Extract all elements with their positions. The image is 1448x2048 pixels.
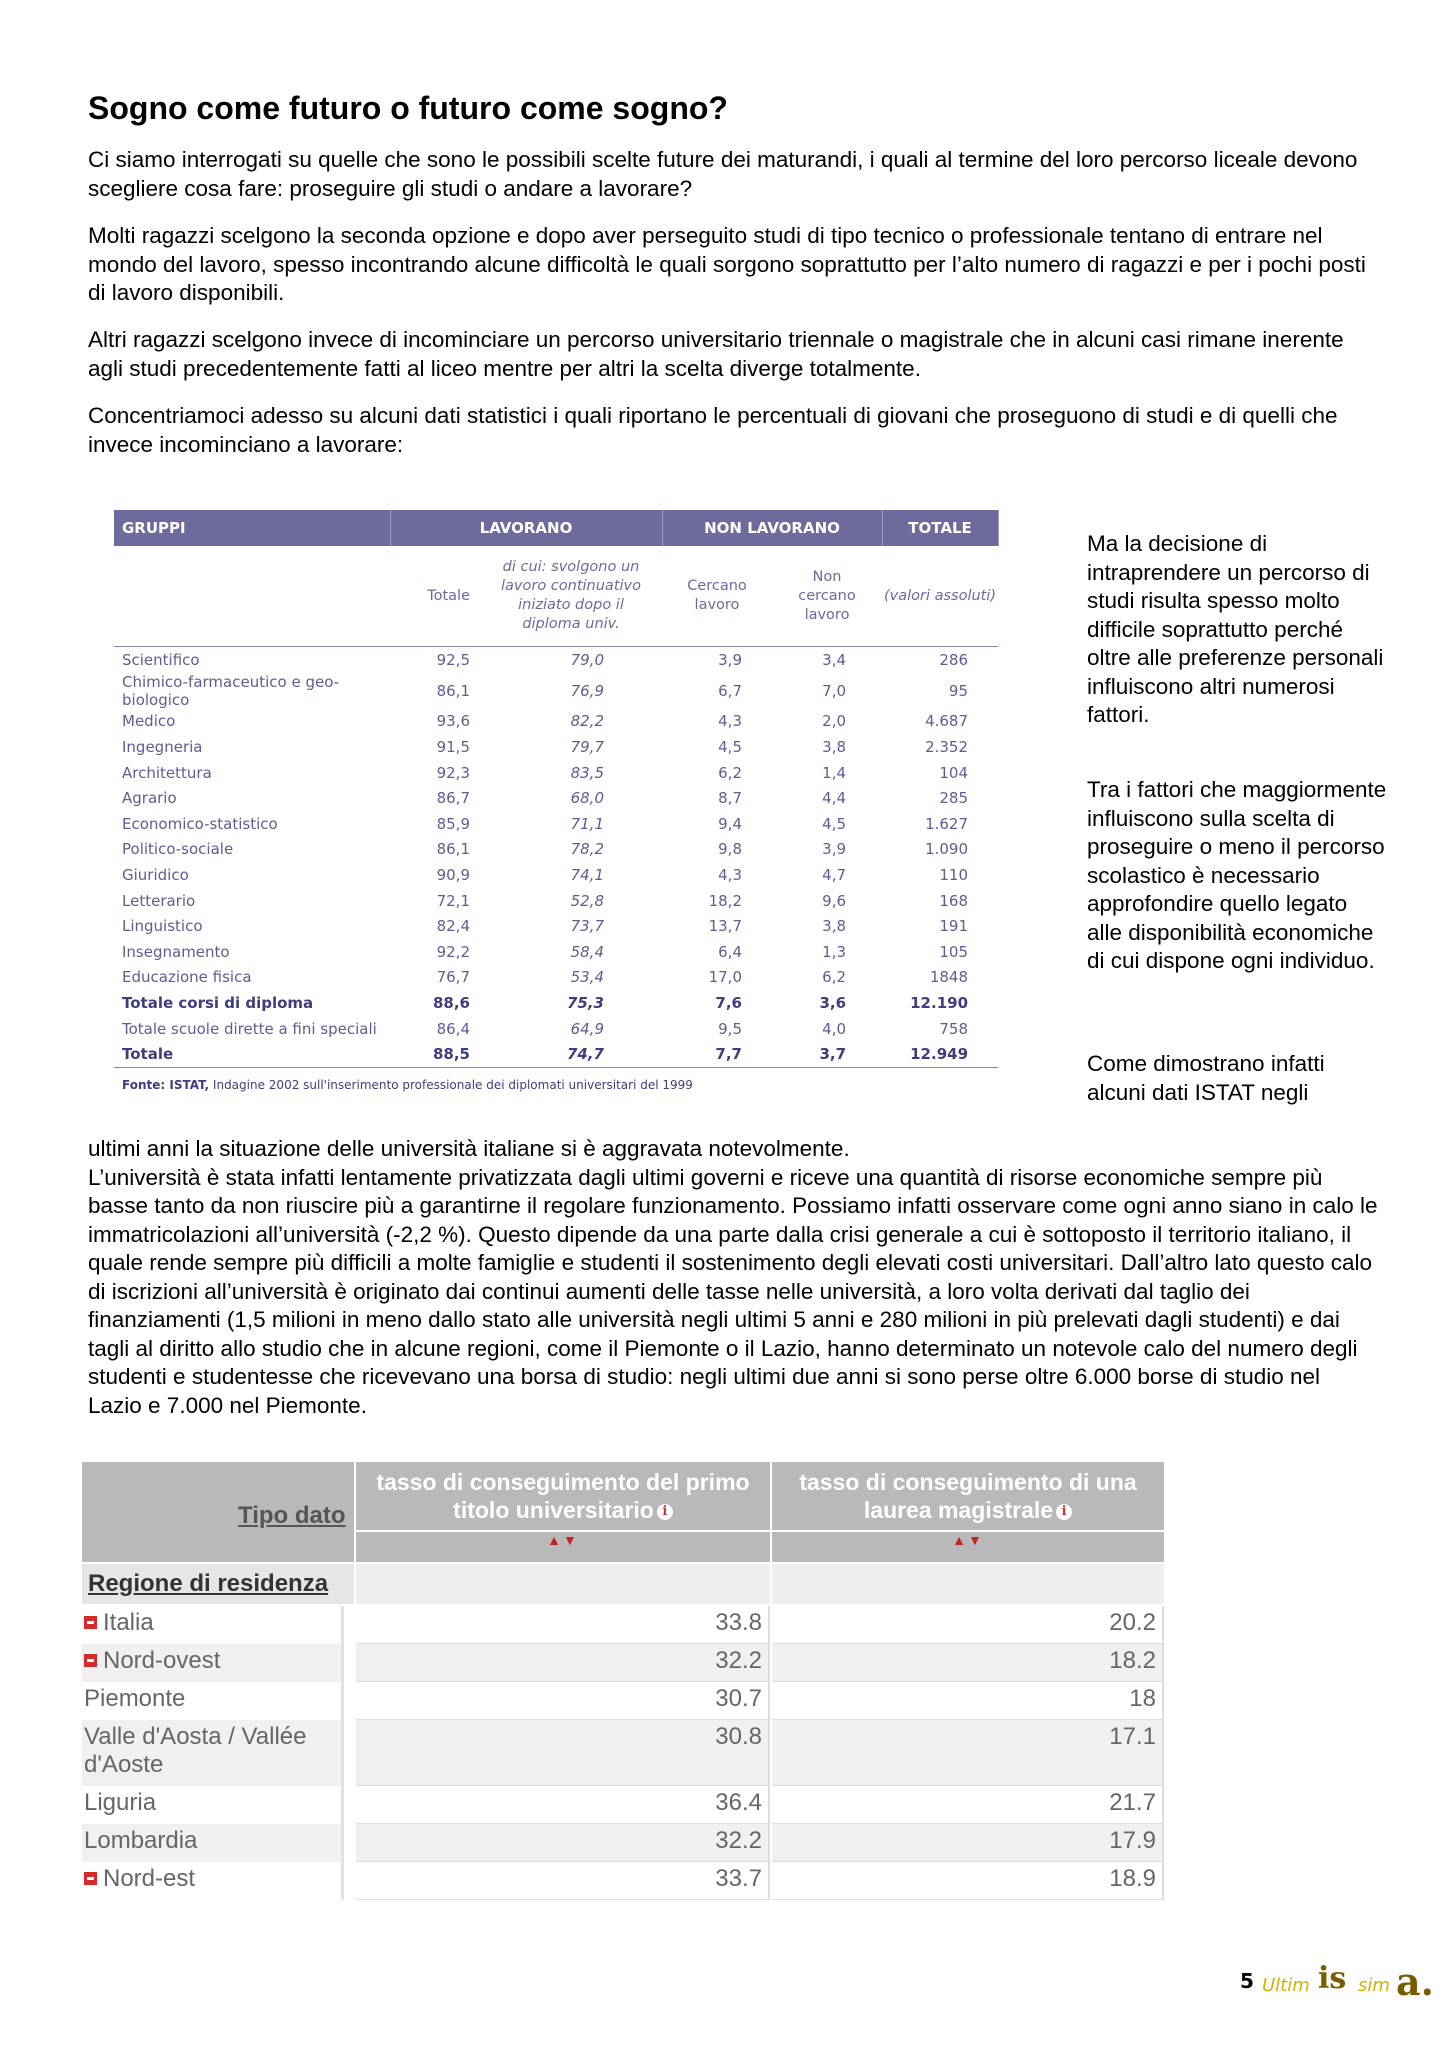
- region-row-label: [82, 1786, 344, 1824]
- value-primo-titolo: 33.7: [356, 1862, 770, 1900]
- istat-cell: 91,5: [436, 737, 470, 756]
- istat-cell: 64,9: [570, 1019, 604, 1038]
- istat-row-label: Politico-sociale: [122, 840, 234, 859]
- istat-cell: 3,7: [772, 1041, 882, 1067]
- region-row: [82, 1824, 1164, 1862]
- istat-cell: 86,1: [436, 681, 470, 700]
- value-primo-titolo: 32.2: [356, 1824, 770, 1862]
- istat-cell: 286: [939, 650, 969, 669]
- istat-cell: 9,4: [718, 814, 742, 833]
- istat-cell: 285: [939, 789, 969, 808]
- istat-row: [114, 785, 998, 811]
- value-laurea-magistrale: 20.2: [772, 1606, 1164, 1644]
- istat-cell: 18,2: [708, 891, 742, 910]
- istat-cell: 8,7: [718, 789, 742, 808]
- ultimissima-logo: Ultim is sim a.: [1262, 1959, 1434, 2004]
- istat-cell: 92,5: [436, 650, 470, 669]
- page-number: 5: [1240, 1969, 1254, 1993]
- value-primo-titolo: 32.2: [356, 1644, 770, 1682]
- region-name: Lombardia: [84, 1827, 198, 1854]
- istat-cell: 88,6: [432, 993, 470, 1012]
- istat-cell: 2.352: [925, 737, 969, 756]
- region-row: [82, 1644, 1164, 1682]
- istat-cell: 58,4: [570, 942, 604, 961]
- side-paragraph-1: Ma la decisione di intraprendere un percorso di studi risulta spesso molto difficile soprattutto perché oltre alle preferenze personali influiscono altri numerosi fattori.: [1087, 531, 1384, 727]
- istat-cell: 86,4: [436, 1019, 470, 1038]
- istat-row: [114, 888, 998, 914]
- istat-row-label: Totale scuole dirette a fini speciali: [122, 1019, 377, 1038]
- istat-row-label: Economico-statistico: [122, 814, 278, 833]
- istat-row: [114, 862, 998, 888]
- istat-cell: 85,9: [436, 814, 470, 833]
- istat-cell: 12.190: [910, 993, 969, 1012]
- istat-sub-cercano: Cercano lavoro: [662, 546, 772, 647]
- collapse-icon[interactable]: [84, 1654, 97, 1667]
- istat-cell: 1.090: [925, 840, 969, 859]
- istat-cell: 76,9: [570, 681, 604, 700]
- istat-cell: 6,7: [718, 681, 742, 700]
- istat-cell: 76,7: [436, 968, 470, 987]
- istat-header-lavorano: LAVORANO: [390, 510, 662, 546]
- istat-cell: 78,2: [570, 840, 604, 859]
- istat-row-label: Educazione fisica: [122, 968, 252, 987]
- istat-sub-totale: Totale: [390, 546, 480, 647]
- istat-cell: 12.949: [882, 1041, 998, 1067]
- intro-paragraph-2: Molti ragazzi scelgono la seconda opzione e dopo aver perseguito studi di tipo tecnico o professionale tentano di entrare nel mondo del lavoro, spesso incontrando alcune difficoltà le quali sorgono soprattutto per l’alto numero di ragazzi e per i pochi posti di lavoro disponibili.: [88, 223, 1366, 305]
- istat-header-gruppi: GRUPPI: [114, 510, 390, 546]
- region-row-label[interactable]: [82, 1862, 344, 1900]
- istat-cell: 4,3: [718, 865, 742, 884]
- istat-row-label: Linguistico: [122, 917, 203, 936]
- istat-row: [114, 734, 998, 760]
- region-row-label[interactable]: [82, 1606, 344, 1644]
- istat-sub-valori: (valori assoluti): [882, 546, 998, 647]
- istat-cell: 1,3: [822, 942, 847, 961]
- istat-cell: 3,6: [819, 993, 847, 1012]
- istat-cell: 13,7: [708, 917, 742, 936]
- value-laurea-magistrale: 18.9: [772, 1862, 1164, 1900]
- value-primo-titolo: 30.7: [356, 1682, 770, 1720]
- istat-cell: 3,8: [822, 737, 847, 756]
- istat-cell: 9,8: [718, 840, 742, 859]
- istat-cell: 92,2: [436, 942, 470, 961]
- istat-row: [114, 990, 998, 1016]
- istat-row: [114, 760, 998, 786]
- istat-cell: 105: [939, 942, 969, 961]
- istat-cell: 7,0: [822, 681, 847, 700]
- istat-cell: 93,6: [436, 712, 470, 731]
- value-primo-titolo: 33.8: [356, 1606, 770, 1644]
- istat-cell: 6,2: [718, 763, 742, 782]
- istat-row-label: Letterario: [122, 891, 196, 910]
- page-title: Sogno come futuro o futuro come sogno?: [88, 90, 728, 126]
- istat-cell: 9,6: [822, 891, 847, 910]
- istat-row: [114, 709, 998, 735]
- info-icon[interactable]: i: [657, 1504, 673, 1520]
- istat-cell: 758: [939, 1019, 969, 1038]
- region-name: Nord-ovest: [103, 1647, 221, 1674]
- region-name: Nord-est: [103, 1865, 196, 1892]
- value-primo-titolo: 36.4: [356, 1786, 770, 1824]
- istat-cell: 90,9: [436, 865, 470, 884]
- istat-cell: 104: [939, 763, 969, 782]
- istat-row-label: Totale: [114, 1041, 390, 1067]
- istat-cell: 73,7: [570, 917, 604, 936]
- istat-cell: 3,4: [822, 650, 847, 669]
- istat-row: [114, 965, 998, 991]
- istat-header-non-lavorano: NON LAVORANO: [662, 510, 882, 546]
- istat-row: [114, 647, 998, 673]
- istat-cell: 1,4: [822, 763, 847, 782]
- istat-cell: 71,1: [570, 814, 604, 833]
- istat-cell: 2,0: [822, 712, 847, 731]
- istat-cell: 83,5: [570, 763, 604, 782]
- sort-icon[interactable]: ▲▼: [547, 1532, 579, 1548]
- istat-header-totale: TOTALE: [882, 510, 998, 546]
- istat-cell: 4.687: [925, 712, 969, 731]
- istat-row-label: Agrario: [122, 789, 177, 808]
- region-row: [82, 1720, 1164, 1786]
- istat-cell: 86,7: [436, 789, 470, 808]
- value-laurea-magistrale: 18.2: [772, 1644, 1164, 1682]
- istat-cell: 17,0: [708, 968, 742, 987]
- intro-paragraph-1: Ci siamo interrogati su quelle che sono le possibili scelte future dei maturandi, i quali al termine del loro percorso liceale devono scegliere cosa fare: proseguire gli studi o andare a lavorare?: [88, 147, 1358, 201]
- tipo-dato-link[interactable]: Tipo dato: [238, 1502, 346, 1529]
- istat-cell: 68,0: [570, 789, 604, 808]
- istat-cell: 7,7: [662, 1041, 772, 1067]
- region-row-label[interactable]: [82, 1644, 344, 1682]
- istat-sub-continuativo: di cui: svolgono un lavoro continuativo iniziato dopo il diploma univ.: [480, 546, 662, 647]
- istat-row-label: Scientifico: [122, 650, 200, 669]
- istat-cell: 92,3: [436, 763, 470, 782]
- value-laurea-magistrale: 17.1: [772, 1720, 1164, 1786]
- istat-row: [114, 939, 998, 965]
- istat-cell: 6,2: [822, 968, 847, 987]
- istat-cell: 79,0: [570, 650, 604, 669]
- region-name: Valle d'Aosta / Vallée d'Aoste: [84, 1723, 307, 1778]
- sort-icon[interactable]: ▲▼: [952, 1532, 984, 1548]
- region-row: [82, 1786, 1164, 1824]
- istat-table-image: [114, 510, 998, 1092]
- istat-row-label: Ingegneria: [122, 737, 203, 756]
- istat-cell: 4,5: [718, 737, 742, 756]
- istat-cell: 3,9: [718, 650, 742, 669]
- value-laurea-magistrale: 21.7: [772, 1786, 1164, 1824]
- istat-row: [114, 673, 998, 709]
- istat-cell: 1848: [929, 968, 969, 987]
- istat-cell: 3,8: [822, 917, 847, 936]
- info-icon[interactable]: i: [1056, 1504, 1072, 1520]
- istat-cell: 82,2: [570, 712, 604, 731]
- istat-cell: 168: [939, 891, 969, 910]
- region-row-label: [82, 1720, 344, 1786]
- collapse-icon[interactable]: [84, 1872, 97, 1885]
- istat-sub-non-cercano: Non cercano lavoro: [772, 546, 882, 647]
- istat-cell: 110: [939, 865, 969, 884]
- istat-cell: 1.627: [925, 814, 969, 833]
- istat-cell: 74,1: [570, 865, 604, 884]
- region-name: Italia: [103, 1609, 154, 1636]
- istat-row-label: Chimico-farmaceutico e geo-biologico: [122, 672, 340, 709]
- istat-row-label: Giuridico: [122, 865, 189, 884]
- region-row: [82, 1862, 1164, 1900]
- region-name: Piemonte: [84, 1685, 186, 1712]
- istat-row: [114, 1016, 998, 1042]
- istat-cell: 191: [939, 917, 969, 936]
- istat-cell: 74,7: [480, 1041, 662, 1067]
- region-row-label: [82, 1824, 344, 1862]
- istat-cell: 4,4: [822, 789, 847, 808]
- region-label: Regione di residenza: [88, 1570, 329, 1597]
- istat-row-label: Architettura: [122, 763, 212, 782]
- region-row: [82, 1682, 1164, 1720]
- region-name: Liguria: [84, 1789, 157, 1816]
- intro-paragraph-4: Concentriamoci adesso su alcuni dati statistici i quali riportano le percentuali di giovani che proseguono di studi e di quelli che invece incominciano a lavorare:: [88, 403, 1338, 457]
- istat-cell: 95: [948, 681, 969, 700]
- value-laurea-magistrale: 17.9: [772, 1824, 1164, 1862]
- istat-source: Fonte: ISTAT, Indagine 2002 sull'inserimento professionale dei diplomati universitari del 1999: [122, 1077, 693, 1092]
- column-header-primo-titolo[interactable]: tasso di conseguimento del primo titolo universitario i: [356, 1462, 770, 1530]
- istat-cell: 6,4: [718, 942, 742, 961]
- value-laurea-magistrale: 18: [772, 1682, 1164, 1720]
- istat-cell: 4,3: [718, 712, 742, 731]
- istat-cell: 53,4: [570, 968, 604, 987]
- istat-row-label: Insegnamento: [122, 942, 230, 961]
- istat-cell: 4,5: [822, 814, 847, 833]
- intro-paragraph-3: Altri ragazzi scelgono invece di incominciare un percorso universitario triennale o magistrale che in alcuni casi rimane inerente agli studi precedentemente fatti al liceo mentre per altri la scelta diverge totalmente.: [88, 327, 1344, 381]
- collapse-icon[interactable]: [84, 1616, 97, 1629]
- column-header-laurea-magistrale[interactable]: tasso di conseguimento di una laurea magistrale i: [772, 1462, 1164, 1530]
- region-row-label: [82, 1682, 344, 1720]
- istat-cell: 52,8: [570, 891, 604, 910]
- side-paragraph-3: Come dimostrano infatti alcuni dati ISTAT negli: [1087, 1051, 1325, 1105]
- istat-row-label: Medico: [122, 712, 176, 731]
- istat-cell: 4,0: [822, 1019, 847, 1038]
- istat-cell: 3,9: [822, 840, 847, 859]
- istat-row: [114, 1041, 998, 1067]
- value-primo-titolo: 30.8: [356, 1720, 770, 1786]
- istat-cell: 88,5: [390, 1041, 480, 1067]
- region-row: [82, 1606, 1164, 1644]
- istat-cell: 86,1: [436, 840, 470, 859]
- istat-cell: 9,5: [718, 1019, 742, 1038]
- body-paragraph: ultimi anni la situazione delle università italiane si è aggravata notevolmente. L’università è stata infatti lentamente privatizzata dagli ultimi governi e riceve una quantità di risorse economiche sempre più basse tanto da non riuscire più a garantirne il regolare funzionamento. Possiamo infatti osservare come ogni anno siano in calo le immatricolazioni all’università (-2,2 %). Questo dipende da una parte dalla crisi generale a cui è sottoposto il territorio italiano, il quale rende sempre più difficili a molte famiglie e studenti il sostenimento degli elevati costi universitari. Dall’altro lato questo calo di iscrizioni all’università è originato dai continui aumenti delle tasse nelle università, a loro volta derivati dal taglio dei finanziamenti (1,5 milioni in meno dallo stato alle università negli ultimi 5 anni e 280 milioni in più prelevati dagli studenti) e dai tagli al diritto allo studio che in alcune regioni, come il Piemonte o il Lazio, hanno determinato un notevole calo del numero degli studenti e studentesse che ricevevano una borsa di studio: negli ultimi due anni si sono perse oltre 6.000 borse di studio nel Lazio e 7.000 nel Piemonte.: [88, 1136, 1378, 1418]
- istat-row: [114, 837, 998, 863]
- istat-cell: 4,7: [822, 865, 847, 884]
- istat-cell: 75,3: [566, 993, 604, 1012]
- istat-cell: 79,7: [570, 737, 604, 756]
- istat-cell: 82,4: [436, 917, 470, 936]
- istat-cell: 72,1: [436, 891, 470, 910]
- istat-row: [114, 811, 998, 837]
- side-paragraph-2: Tra i fattori che maggiormente influiscono sulla scelta di proseguire o meno il percorso scolastico è necessario approfondire quello legato alle disponibilità economiche di cui dispone ogni individuo.: [1087, 777, 1387, 973]
- istat-row-label: Totale corsi di diploma: [122, 993, 314, 1012]
- istat-row: [114, 913, 998, 939]
- istat-cell: 7,6: [715, 993, 742, 1012]
